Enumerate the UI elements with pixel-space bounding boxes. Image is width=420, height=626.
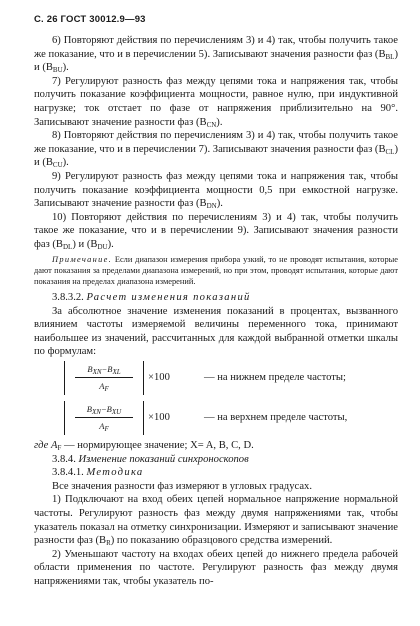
document-body xyxy=(34,34,398,589)
formula-description: — на верхнем пределе частоты, xyxy=(204,412,348,424)
section-3832-heading: 3.8.3.2. Расчет изменения показаний xyxy=(52,292,251,304)
abs-bars xyxy=(64,401,144,435)
formula-denominator: $A_F$ xyxy=(99,381,109,394)
step-1: 1) Подключают на вход обеих цепей нормальное напряжение нормальной частоты. Регулируют разность фаз между двумя напряжениями так, чтобы указатель показал на отметку синхронизации. Измеряют и записывают значение разности фаз $(B_R)$ по показанию образцового средства измерений. xyxy=(34,494,398,548)
abs-bars xyxy=(64,361,144,395)
formula-numerator: $B_{XN}-B_{XL}$ xyxy=(87,364,121,377)
formula-upper xyxy=(34,399,398,439)
formula-multiplier: ×100 xyxy=(148,372,170,384)
formula-multiplier: ×100 xyxy=(148,412,170,424)
section-3841-text: Все значения разности фаз измеряют в угловых градусах. xyxy=(52,480,312,492)
formula-legend: где $A_F$ — нормирующее значение; X= A, B, C, D. xyxy=(34,440,254,453)
paragraph-6: 6) Повторяют действия по перечислениям 3) и 4) так, чтобы получить такое же показание, что и в перечислении 5). Записывают значения разности фаз $(B_{BL})$ и $(B_{BU})$. xyxy=(34,35,398,75)
formula-description: — на нижнем пределе частоты; xyxy=(204,372,346,384)
page-header: С. 26 ГОСТ 30012.9—93 xyxy=(34,14,146,25)
section-3832-text: За абсолютное значение изменения показаний в процентах, вызванного влиянием частоты измеряемой величины переменного тока, принимают наибольшее из значений, рассчитанных для каждой выбранной отметки шкалы по формулам: xyxy=(34,305,398,358)
section-3841-heading: 3.8.4.1. Методика xyxy=(52,467,144,479)
paragraph-7: 7) Регулируют разность фаз между цепями тока и напряжения так, чтобы получить показание коэффициента мощности, равное нулю, при индуктивной нагрузке; ток отстает по фазе от напряжения приблизительно на 90°. Записывают значение разности фаз $(B_{CN})$. xyxy=(34,75,398,129)
step-2: 2) Уменьшают частоту на входах обеих цепей до нижнего предела рабочей области применения по частоте. Регулируют разность фаз между двумя напряжениями так, чтобы указатель по- xyxy=(34,548,398,588)
formula-lower xyxy=(34,359,398,399)
note: Примечание. Если диапазон измерения прибора узкий, то не проводят испытания, которые дают показания за пределами диапазона измерений, но при этом, проводят испытания, которые дают показания на пределах диапазона измерений. xyxy=(34,254,398,286)
paragraph-8: 8) Повторяют действия по перечислениям 3) и 4) так, чтобы получить такое же показание, что и в перечислении 7). Записывают значения разности фаз $(B_{CL})$ и $(B_{CU})$. xyxy=(34,130,398,170)
paragraph-9: 9) Регулируют разность фаз между цепями тока и напряжения так, чтобы получить показание коэффициента мощности 0,5 при емкостной нагрузке. Записывают значение разности фаз $(B_{DN})$. xyxy=(34,170,398,211)
section-384-heading: 3.8.4. Изменение показаний синхроноскопов xyxy=(52,453,249,465)
note-label: Примечание. xyxy=(52,254,113,264)
formula-denominator: $A_F$ xyxy=(99,421,109,434)
paragraph-10: 10) Повторяют действия по перечислениям 3) и 4) так, чтобы получить такое же показание, что и в перечислении 9). Записывают значения разности фаз $(B_{DL})$ и $(B_{DU})$. xyxy=(34,211,398,251)
formula-numerator: $B_{XN}-B_{XU}$ xyxy=(86,404,122,417)
